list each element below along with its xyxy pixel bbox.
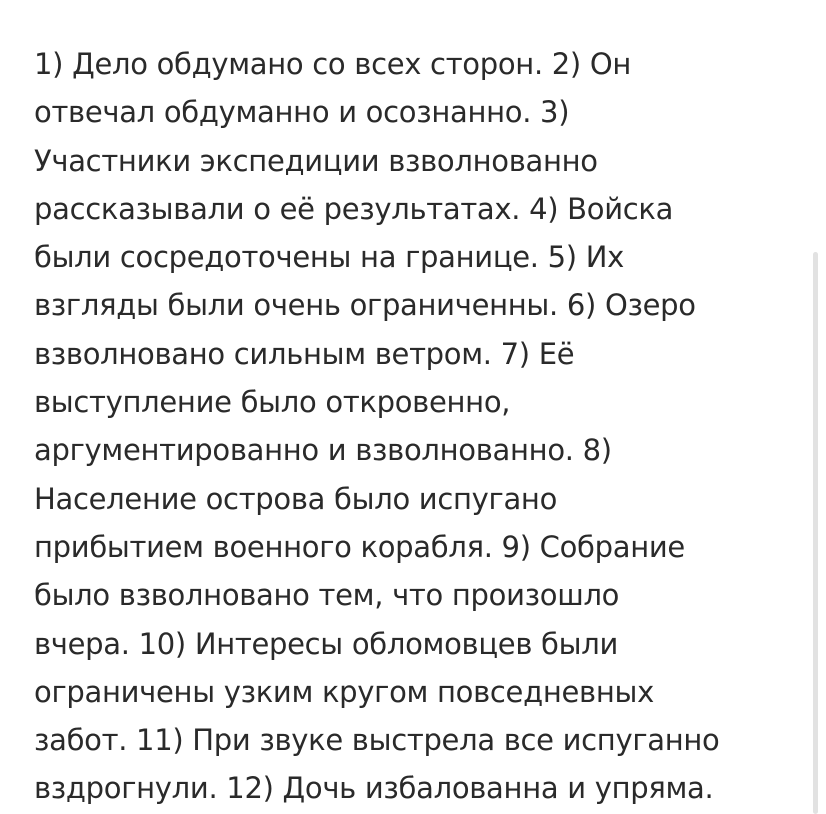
- text-line: рассказывали о её результатах. 4) Войска: [34, 191, 674, 226]
- vertical-scrollbar[interactable]: [813, 252, 818, 814]
- text-line: забот. 11) При звуке выстрела все испуганно: [34, 723, 720, 758]
- text-line: вздрогнули. 12) Дочь избалованна и упряма.: [34, 771, 714, 806]
- sentence-list-text: [34, 40, 794, 813]
- text-line: взволновано сильным ветром. 7) Её: [34, 336, 575, 371]
- text-line: прибытием военного корабля. 9) Собрание: [34, 529, 685, 564]
- text-line: отвечал обдуманно и осознанно. 3): [34, 95, 570, 130]
- text-line: взгляды были очень ограниченны. 6) Озеро: [34, 288, 696, 323]
- text-line: Население острова было испугано: [34, 481, 558, 516]
- text-line: ограничены узким кругом повседневных: [34, 674, 654, 709]
- text-line: были сосредоточены на границе. 5) Их: [34, 240, 624, 275]
- text-line: было взволновано тем, что произошло: [34, 578, 620, 613]
- text-line: аргументированно и взволнованно. 8): [34, 433, 612, 468]
- text-line: Участники экспедиции взволнованно: [34, 143, 598, 178]
- text-line: вчера. 10) Интересы обломовцев были: [34, 626, 618, 661]
- text-line: выступление было откровенно,: [34, 385, 511, 420]
- text-line: 1) Дело обдумано со всех сторон. 2) Он: [34, 47, 632, 81]
